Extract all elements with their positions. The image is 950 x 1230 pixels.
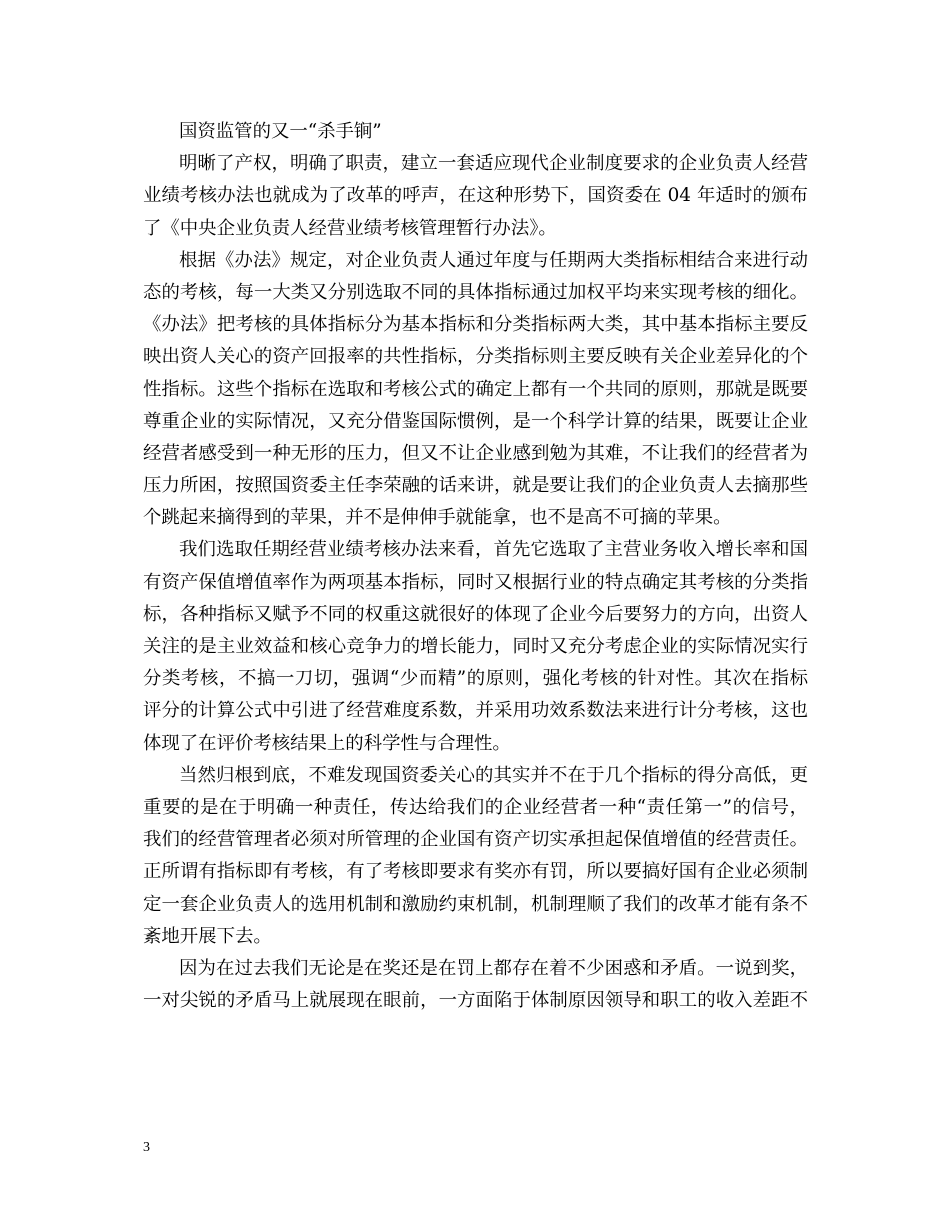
paragraph-line: 性指标。这些个指标在选取和考核公式的确定上都有一个共同的原则，那就是既要 — [143, 378, 808, 400]
paragraph-line: 分类考核，不搞一刀切，强调“少而精”的原则，强化考核的针对性。其次在指标 — [143, 668, 808, 690]
paragraph-line: 体现了在评价考核结果上的科学性与合理性。 — [143, 732, 511, 754]
page-number: 3 — [143, 1140, 150, 1155]
paragraph-line: 一对尖锐的矛盾马上就展现在眼前，一方面陷于体制原因领导和职工的收入差距不 — [143, 990, 808, 1012]
paragraph-line: 《办法》把考核的具体指标分为基本指标和分类指标两大类，其中基本指标主要反 — [143, 314, 808, 336]
paragraph-line: 重要的是在于明确一种责任，传达给我们的企业经营者一种“责任第一”的信号， — [143, 796, 808, 818]
paragraph-line: 经营者感受到一种无形的压力，但又不让企业感到勉为其难，不让我们的经营者为 — [143, 442, 808, 464]
paragraph-line: 了《中央企业负责人经营业绩考核管理暂行办法》。 — [143, 217, 557, 239]
paragraph-line: 明晰了产权，明确了职责，建立一套适应现代企业制度要求的企业负责人经营 — [179, 153, 808, 175]
paragraph-line: 根据《办法》规定，对企业负责人通过年度与任期两大类指标相结合来进行动 — [179, 249, 808, 271]
paragraph-line: 标，各种指标又赋予不同的权重这就很好的体现了企业今后要努力的方向，出资人 — [143, 603, 808, 625]
paragraph-line: 我们选取任期经营业绩考核办法来看，首先它选取了主营业务收入增长率和国 — [179, 539, 808, 561]
paragraph-line: 压力所困，按照国资委主任李荣融的话来讲，就是要让我们的企业负责人去摘那些 — [143, 475, 808, 497]
paragraph-line: 正所谓有指标即有考核，有了考核即要求有奖亦有罚，所以要搞好国有企业必须制 — [143, 861, 808, 883]
section-heading: 国资监管的又一“杀手锏” — [179, 121, 382, 142]
paragraph-line: 当然归根到底，不难发现国资委关心的其实并不在于几个指标的得分高低，更 — [179, 764, 808, 786]
paragraph-line: 因为在过去我们无论是在奖还是在罚上都存在着不少困惑和矛盾。一说到奖， — [179, 957, 808, 979]
paragraph-line: 个跳起来摘得到的苹果，并不是伸伸手就能拿，也不是高不可摘的苹果。 — [143, 507, 732, 529]
paragraph-line: 态的考核，每一大类又分别选取不同的具体指标通过加权平均来实现考核的细化。 — [143, 281, 808, 303]
paragraph-line: 有资产保值增值率作为两项基本指标，同时又根据行业的特点确定其考核的分类指 — [143, 571, 808, 593]
paragraph-line: 我们的经营管理者必须对所管理的企业国有资产切实承担起保值增值的经营责任。 — [143, 829, 808, 851]
paragraph-line: 评分的计算公式中引进了经营难度系数，并采用功效系数法来进行计分考核，这也 — [143, 700, 808, 722]
paragraph-line: 关注的是主业效益和核心竞争力的增长能力，同时又充分考虑企业的实际情况实行 — [143, 636, 808, 657]
document-body — [143, 116, 808, 1017]
paragraph-line: 尊重企业的实际情况，又充分借鉴国际惯例，是一个科学计算的结果，既要让企业 — [143, 410, 808, 432]
paragraph-line: 业绩考核办法也就成为了改革的呼声，在这种形势下，国资委在 04 年适时的颁布 — [143, 185, 808, 207]
paragraph-line: 定一套企业负责人的选用机制和激励约束机制，机制理顺了我们的改革才能有条不 — [143, 893, 808, 915]
paragraph-line: 映出资人关心的资产回报率的共性指标，分类指标则主要反映有关企业差异化的个 — [143, 346, 808, 368]
paragraph-line: 紊地开展下去。 — [143, 925, 272, 947]
